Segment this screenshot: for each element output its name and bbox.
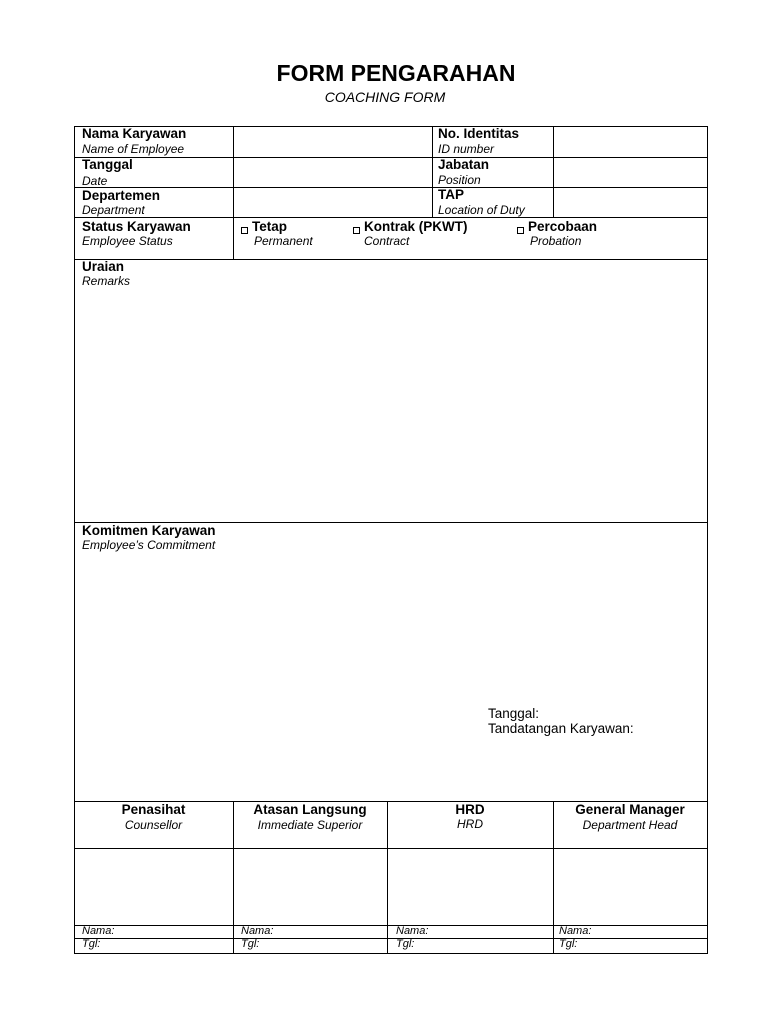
employee-name-field[interactable]: [234, 127, 432, 157]
counsellor-name-label: Nama:: [82, 925, 115, 937]
date-field[interactable]: [234, 158, 432, 187]
row-divider: [74, 938, 707, 939]
status-contract-label: Kontrak (PKWT): [364, 219, 468, 234]
commitment-label-en: Employee’s Commitment: [82, 538, 216, 552]
department-label-en: Department: [82, 203, 145, 217]
column-divider: [432, 126, 433, 217]
hrd-name-label: Nama:: [396, 925, 429, 937]
signature-box-superior[interactable]: [234, 849, 387, 925]
remarks-label: Uraian: [82, 259, 125, 274]
signature-box-gm[interactable]: [554, 849, 707, 925]
position-field[interactable]: [554, 158, 707, 187]
status-probation-label: Percobaan: [528, 219, 598, 234]
department-field[interactable]: [234, 188, 432, 217]
position-label-en: Position: [438, 173, 481, 187]
status-label: Status Karyawan: [82, 219, 191, 234]
tap-label-en: Location of Duty: [438, 203, 525, 217]
status-probation-label-en: Probation: [530, 234, 582, 248]
signatory-gm-title: General Manager: [575, 802, 685, 817]
status-label-en: Employee Status: [82, 234, 173, 248]
signature-box-counsellor[interactable]: [75, 849, 233, 925]
form-subtitle: COACHING FORM: [324, 89, 446, 105]
status-contract-checkbox[interactable]: [353, 227, 360, 234]
tap-field[interactable]: [554, 188, 707, 217]
remarks-label-en: Remarks: [82, 274, 131, 288]
superior-date-label: Tgl:: [241, 938, 260, 950]
date-label: Tanggal: [82, 157, 133, 172]
signatory-counsellor-title: Penasihat: [121, 802, 186, 817]
id-number-label: No. Identitas: [438, 126, 520, 141]
status-probation-checkbox[interactable]: [517, 227, 524, 234]
date-label-en: Date: [82, 174, 108, 188]
superior-name-label: Nama:: [241, 925, 274, 937]
id-number-label-en: ID number: [438, 142, 495, 156]
commitment-label: Komitmen Karyawan: [82, 523, 216, 538]
signatory-hrd-title: HRD: [455, 802, 485, 817]
employee-name-label-en: Name of Employee: [82, 142, 185, 156]
status-permanent-label: Tetap: [252, 219, 288, 234]
row-divider: [74, 925, 707, 926]
gm-date-label: Tgl:: [559, 938, 578, 950]
remarks-field[interactable]: [75, 260, 707, 522]
id-number-field[interactable]: [554, 127, 707, 157]
row-divider: [74, 217, 707, 218]
commitment-signature-label: Tandatangan Karyawan:: [488, 721, 634, 736]
status-permanent-label-en: Permanent: [254, 234, 313, 248]
signature-box-hrd[interactable]: [388, 849, 553, 925]
status-contract-label-en: Contract: [364, 234, 410, 248]
commitment-field[interactable]: [75, 523, 707, 801]
tap-label: TAP: [438, 187, 464, 202]
gm-name-label: Nama:: [559, 925, 592, 937]
signatory-gm-title-en: Department Head: [582, 818, 678, 832]
signatory-hrd-title-en: HRD: [457, 817, 483, 831]
department-label: Departemen: [82, 188, 161, 203]
commitment-date-label: Tanggal:: [488, 706, 540, 721]
status-permanent-checkbox[interactable]: [241, 227, 248, 234]
employee-name-label: Nama Karyawan: [82, 126, 187, 141]
position-label: Jabatan: [438, 157, 490, 172]
counsellor-date-label: Tgl:: [82, 938, 101, 950]
hrd-date-label: Tgl:: [396, 938, 415, 950]
signatory-superior-title-en: Immediate Superior: [257, 818, 363, 832]
form-title: FORM PENGARAHAN: [276, 60, 516, 86]
signatory-superior-title: Atasan Langsung: [253, 802, 367, 817]
signatory-counsellor-title-en: Counsellor: [124, 818, 183, 832]
